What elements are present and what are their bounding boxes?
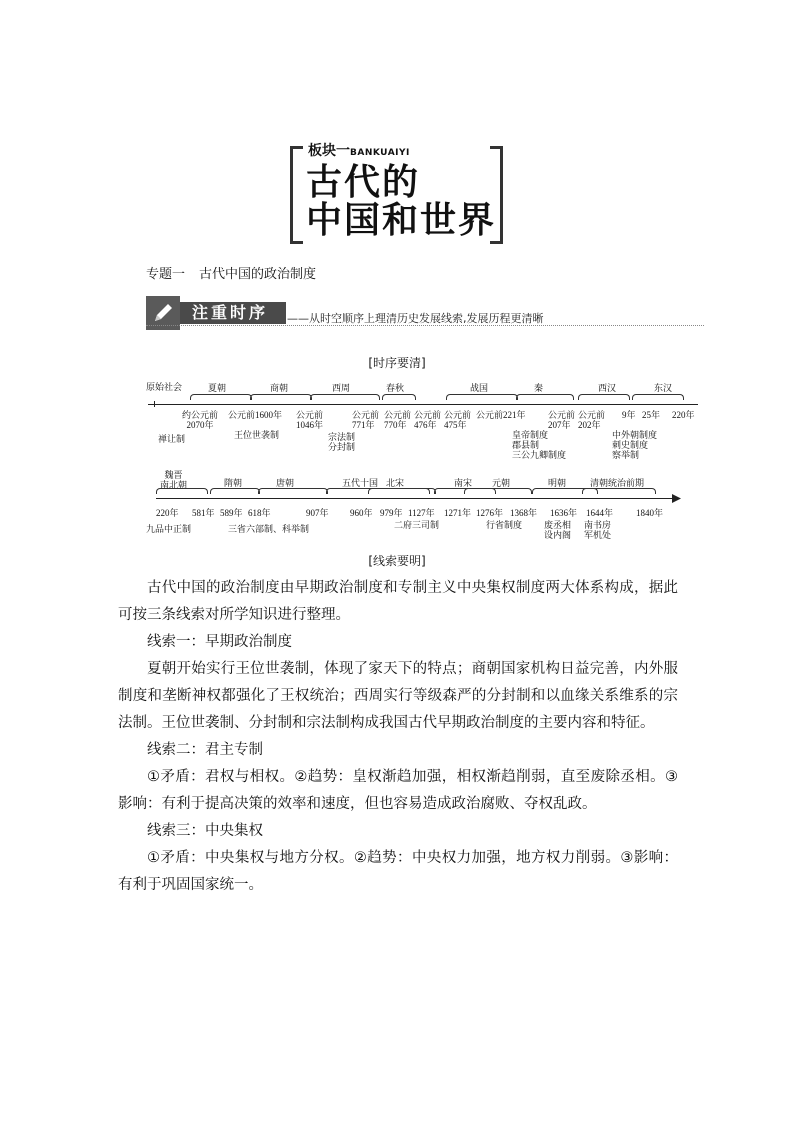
timeline-institution: 行省制度 [486,520,523,530]
timeline-date: 581年 [192,508,215,518]
timeline-institution: 皇帝制度 郡县制 三公九卿制度 [512,430,567,460]
topic-name: 古代中国的政治制度 [199,267,317,282]
timeline-institution: 废丞相 设内阁 [544,520,572,540]
timeline-date: 979年 [380,508,403,518]
period-brace [632,394,684,400]
timeline-period: 北宋 [386,478,405,488]
block-label-cn: 板块一 [308,143,350,159]
timeline-date: 1840年 [636,508,664,518]
period-brace [582,488,656,494]
timeline-period: 夏朝 [208,383,227,393]
intro-paragraph: 古代中国的政治制度由早期政治制度和专制主义中央集权制度两大体系构成，据此可按三条线索对所学知识进行整理。 [118,580,678,623]
timeline-institution: 王位世袭制 [234,430,280,440]
period-brace [516,394,574,400]
timeline-date: 1127年 [408,508,435,518]
period-brace [382,394,416,400]
timeline-date: 9年 [622,410,636,420]
period-brace [464,488,532,494]
period-brace [310,394,380,400]
timeline-institution: 中外朝制度 刺史制度 察举制 [612,430,658,460]
timeline-period: 五代十国 [342,478,379,488]
clue2-text: ①矛盾：君权与相权。②趋势：皇权渐趋加强，相权渐趋削弱，直至废除丞相。③影响：有利于提高决策的效率和速度，但也容易造成政治腐败、夺权乱政。 [118,769,678,812]
timeline-axis [148,404,698,405]
timeline-date: 约公元前 2070年 [182,410,219,430]
topic-heading [146,263,316,282]
timeline-axis [156,498,676,499]
timeline-period: 清朝统治前期 [590,478,645,488]
timeline-period: 西汉 [598,383,617,393]
timeline-period: 魏晋 南北朝 [160,470,188,490]
timeline-caption: [时序要清] [368,356,426,370]
timeline-period: 明朝 [548,478,567,488]
timeline-date: 公元前 207年 [548,410,576,430]
timeline-period: 秦 [534,383,544,393]
banner-divider [146,325,704,326]
timeline-date: 618年 [248,508,271,518]
timeline-institution: 禅让制 [158,434,186,444]
timeline-date: 公元前 202年 [578,410,606,430]
timeline-date: 公元前 770年 [384,410,412,430]
timeline-institution: 九品中正制 [146,524,192,534]
timeline-date: 公元前1600年 [228,410,283,420]
timeline-row-1 [146,380,706,460]
period-brace [156,488,208,494]
arrow-right-icon [672,494,682,503]
section-title-line2: 中国和世界 [306,199,497,241]
period-brace [210,488,260,494]
period-brace [250,394,312,400]
timeline-date: 公元前 476年 [414,410,442,430]
clue3-title: 线索三：中央集权 [147,823,263,839]
timeline-period: 原始社会 [146,382,183,392]
timeline-date: 1368年 [510,508,538,518]
timeline-period: 元朝 [492,478,511,488]
timeline-tick [154,401,155,407]
timeline-date: 公元前 475年 [444,410,472,430]
timeline-institution: 三省六部制、科举制 [228,524,310,534]
block-label-en: BANKUAIYI [350,148,410,158]
timeline-period: 隋朝 [224,478,243,488]
timeline-date: 220年 [672,410,695,420]
timeline-period: 商朝 [270,383,289,393]
period-brace [190,394,252,400]
period-brace [446,394,518,400]
timeline-period: 唐朝 [276,478,295,488]
timeline-date: 1276年 [476,508,504,518]
timeline-row-2 [146,470,706,542]
period-brace [368,488,436,494]
timeline-date: 220年 [156,508,179,518]
banner-subtitle: ——从时空顺序上理清历史发展线索,发展历程更清晰 [287,312,544,325]
timeline-date: 960年 [350,508,373,518]
timeline-period: 春秋 [386,383,405,393]
timeline-date: 907年 [306,508,329,518]
topic-number: 专题一 [146,267,186,282]
banner-label: 注重时序 [192,303,269,322]
timeline-date: 25年 [642,410,661,420]
timeline-period: 西周 [332,383,351,393]
timeline-date: 1644年 [586,508,614,518]
period-brace [578,394,630,400]
timeline-period: 东汉 [654,383,673,393]
clue3-text: ①矛盾：中央集权与地方分权。②趋势：中央权力加强，地方权力削弱。③影响：有利于巩固国家统一。 [118,850,678,893]
timeline-institution: 二府三司制 [394,520,440,530]
timeline-date: 589年 [220,508,243,518]
clue1-text: 夏朝开始实行王位世袭制，体现了家天下的特点；商朝国家机构日益完善，内外服制度和垄断神权都强化了王权统治；西周实行等级森严的分封制和以血缘关系维系的宗法制。王位世袭制、分封制和宗法制构成我国古代早期政治制度的主要内容和特征。 [118,661,678,731]
title-bracket-left [290,146,303,244]
period-brace [258,488,328,494]
timeline-date: 1636年 [550,508,578,518]
timeline-period: 南宋 [454,478,473,488]
clue2-title: 线索二：君主专制 [147,742,263,758]
timeline-institution: 宗法制 分封制 [328,432,356,452]
timeline-date: 公元前 771年 [352,410,380,430]
section-title-line1: 古代的 [306,161,421,203]
timeline-date: 1271年 [444,508,472,518]
timeline-date: 公元前 1046年 [296,410,324,430]
clue-caption: [线索要明] [368,554,426,568]
timeline-date: 公元前221年 [476,410,526,420]
clue1-title: 线索一：早期政治制度 [147,634,292,650]
timeline-period: 战国 [470,383,489,393]
block-label [308,140,410,160]
timeline-institution: 南书房 军机处 [584,520,612,540]
